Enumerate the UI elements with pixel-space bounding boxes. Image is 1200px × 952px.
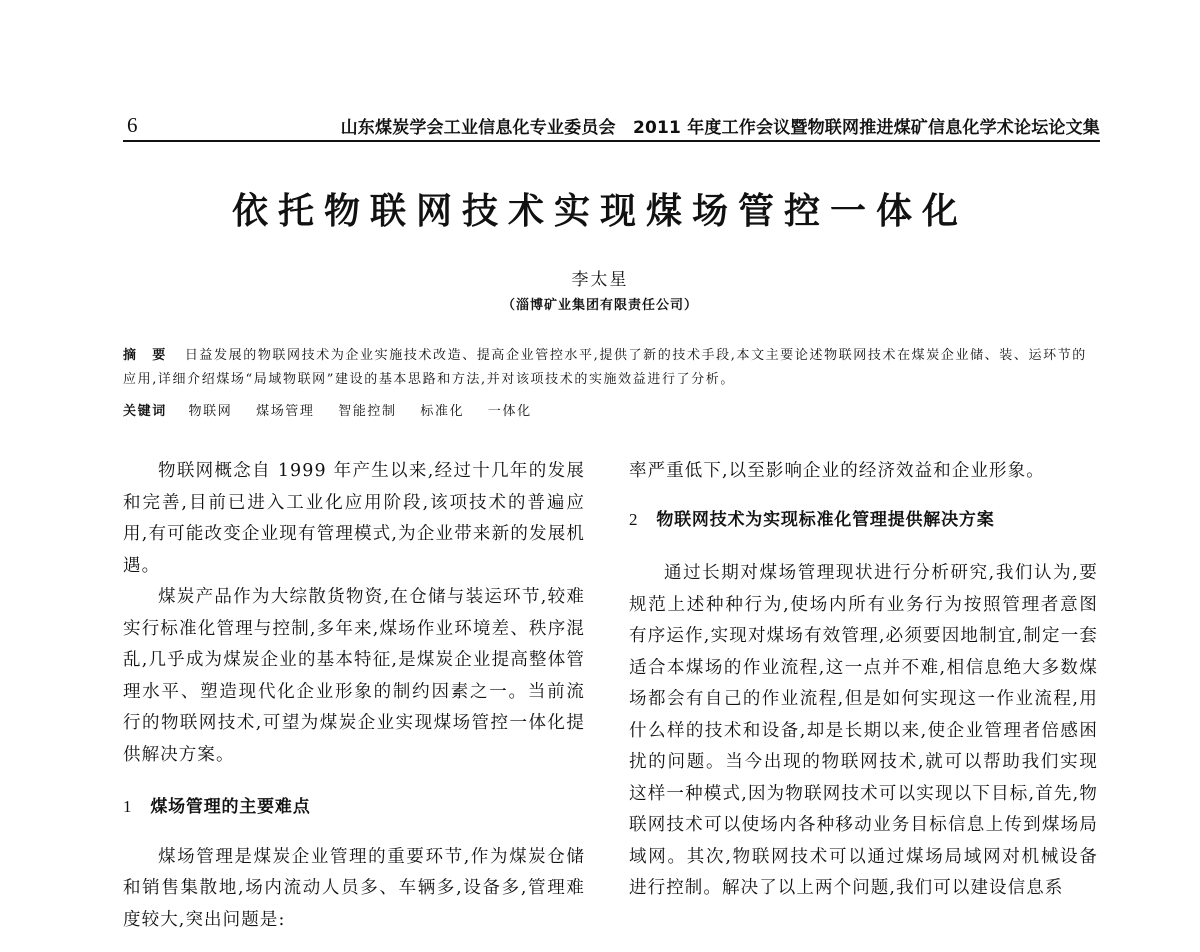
article-title: 依托物联网技术实现煤场管控一体化 xyxy=(231,190,968,232)
keywords xyxy=(123,400,1098,419)
section-number: 2 xyxy=(629,509,639,529)
keyword-item: 一体化 xyxy=(487,404,532,419)
body-column-right xyxy=(629,456,1098,905)
header-rule xyxy=(123,140,1100,142)
paragraph: 煤场管理是煤炭企业管理的重要环节,作为煤炭仓储和销售集散地,场内流动人员多、车辆多,设备多,管理难度较大,突出问题是: xyxy=(123,846,585,930)
author-name: 李太星 xyxy=(571,270,629,290)
paragraph: 物联网概念自 1999 年产生以来,经过十几年的发展和完善,目前已进入工业化应用阶段,该项技术的普遍应用,有可能改变企业现有管理模式,为企业带来新的发展机遇。 xyxy=(123,461,585,576)
section-heading-2 xyxy=(629,504,1098,537)
running-header: 山东煤炭学会工业信息化专业委员会 2011 年度工作会议暨物联网推进煤矿信息化学术论坛论文集 xyxy=(340,118,1100,138)
section-heading-1 xyxy=(123,791,585,824)
paragraph: 煤炭产品作为大综散货物资,在仓储与装运环节,较难实行标准化管理与控制,多年来,煤场作业环境差、秩序混乱,几乎成为煤炭企业的基本特征,是煤炭企业提高整体管理水平、塑造现代化企业形象的制约因素之一。当前流行的物联网技术,可望为煤炭企业实现煤场管控一体化提供解决方案。 xyxy=(123,587,585,765)
paragraph: 通过长期对煤场管理现状进行分析研究,我们认为,要规范上述种种行为,使场内所有业务行为按照管理者意图有序运作,实现对煤场有效管理,必须要因地制宜,制定一套适合本煤场的作业流程,这一点并不难,相信息绝大多数煤场都会有自己的作业流程,但是如何实现这一作业流程,用什么样的技术和设备,却是长期以来,使企业管理者倍感困扰的问题。当今出现的物联网技术,就可以帮助我们实现这样一种模式,因为物联网技术可以实现以下目标,首先,物联网技术可以使场内各种移动业务目标信息上传到煤场局域网。其次,物联网技术可以通过煤场局域网对机械设备进行控制。解决了以上两个问题,我们可以建设信息系 xyxy=(629,563,1098,898)
keyword-item: 智能控制 xyxy=(338,404,397,419)
author-affiliation: （淄博矿业集团有限责任公司） xyxy=(501,298,698,313)
paragraph-continued: 率严重低下,以至影响企业的经济效益和企业形象。 xyxy=(629,461,1045,481)
abstract-label: 摘 要 xyxy=(123,348,167,363)
section-title: 煤场管理的主要难点 xyxy=(150,797,311,817)
body-column-left xyxy=(123,456,585,936)
keyword-item: 物联网 xyxy=(188,404,233,419)
section-title: 物联网技术为实现标准化管理提供解决方案 xyxy=(656,509,995,530)
abstract xyxy=(123,344,1098,392)
section-number: 1 xyxy=(123,797,133,816)
keywords-label: 关键词 xyxy=(123,404,167,419)
abstract-text: 日益发展的物联网技术为企业实施技术改造、提高企业管控水平,提供了新的技术手段,本文主要论述物联网技术在煤炭企业储、装、运环节的应用,详细介绍煤场“局域物联网”建设的基本思路和方法,并对该项技术的实施效益进行了分析。 xyxy=(123,348,1087,387)
keyword-item: 煤场管理 xyxy=(256,404,315,419)
keyword-item: 标准化 xyxy=(420,404,465,419)
page-number: 6 xyxy=(127,113,138,137)
